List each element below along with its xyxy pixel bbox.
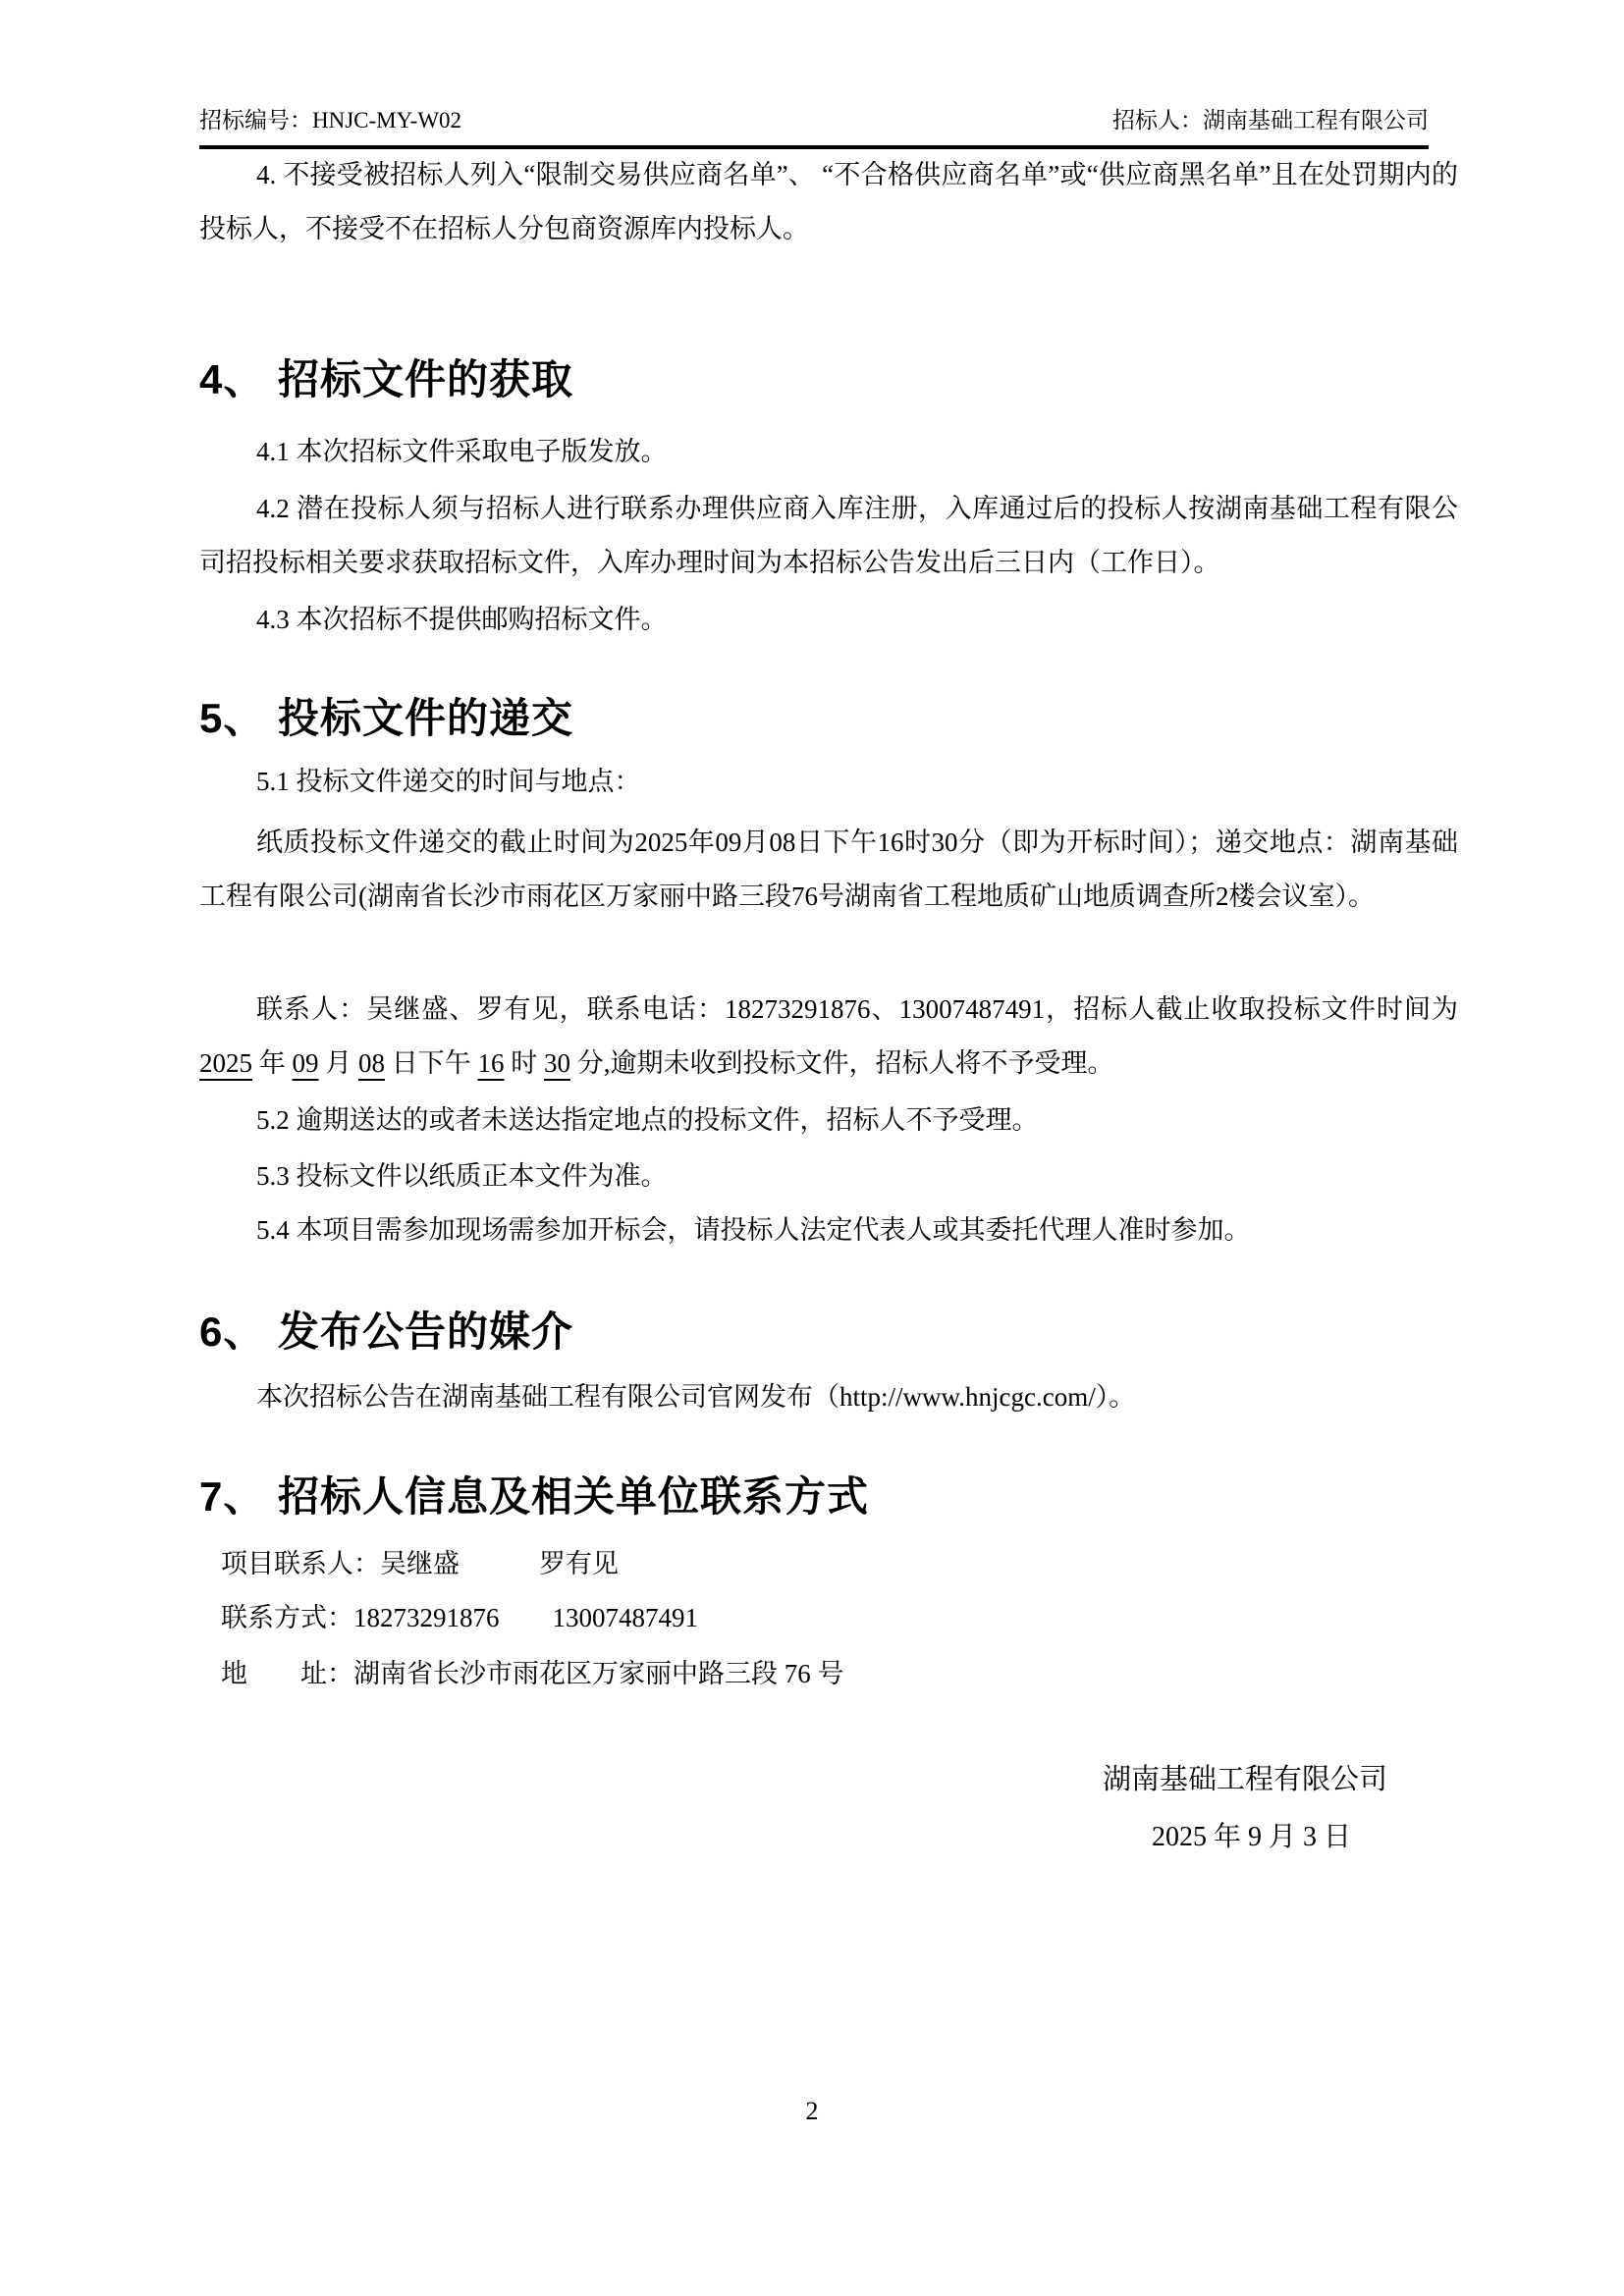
contact-phones-line: 联系方式：18273291876 13007487491: [221, 1603, 698, 1632]
tender-owner: 招标人：湖南基础工程有限公司: [1112, 108, 1429, 133]
deadline-sep-year: 年: [252, 1048, 293, 1078]
address-line: 地 址：湖南省长沙市雨花区万家丽中路三段 76 号: [221, 1659, 844, 1688]
deadline-hour: 16: [477, 1048, 505, 1078]
clause-6-1: 本次招标公告在湖南基础工程有限公司官网发布（http://www.hnjcgc.com/）。: [256, 1382, 1136, 1412]
clause-5-3: 5.3 投标文件以纸质正本文件为准。: [256, 1161, 668, 1191]
tender-number: 招标编号：HNJC-MY-W02: [199, 108, 462, 133]
signature-date: 2025 年 9 月 3 日: [1152, 1822, 1352, 1852]
deadline-sep-day: 日下午: [385, 1048, 478, 1078]
project-contacts-line: 项目联系人：吴继盛 罗有见: [221, 1549, 619, 1578]
clause-5-submission-deadline: 纸质投标文件递交的截止时间为2025年09月08日下午16时30分（即为开标时间）；递交地点：湖南基础工程有限公司(湖南省长沙市雨花区万家丽中路三段76号湖南省工程地质矿山地质调查所2楼会议室）。: [199, 828, 1458, 911]
clause-5-2: 5.2 逾期送达的或者未送达指定地点的投标文件，招标人不予受理。: [256, 1105, 1039, 1135]
page-number: 2: [805, 2097, 819, 2125]
clause-5-4: 5.4 本项目需参加现场需参加开标会，请投标人法定代表人或其委托代理人准时参加。: [256, 1215, 1251, 1245]
clause-4-3: 4.3 本次招标不提供邮购招标文件。: [256, 605, 668, 634]
section-6-heading: 6、 发布公告的媒介: [199, 1308, 574, 1355]
intro-clause-4: 4. 不接受被招标人列入“限制交易供应商名单”、 “不合格供应商名单”或“供应商黑名单”且在处罚期内的投标人，不接受不在招标人分包商资源库内投标人。: [199, 160, 1458, 243]
section-5-heading: 5、 投标文件的递交: [199, 695, 574, 741]
clause-5-contacts-deadline: [199, 983, 1458, 1091]
deadline-sep-hour: 时: [504, 1048, 544, 1078]
deadline-suffix: 分,逾期未收到投标文件，招标人将不予受理。: [570, 1048, 1114, 1078]
page-header: [199, 104, 1429, 149]
section-4-heading: 4、 招标文件的获取: [199, 356, 574, 402]
deadline-minute: 30: [544, 1048, 570, 1078]
clause-4-2: 4.2 潜在投标人须与招标人进行联系办理供应商入库注册，入库通过后的投标人按湖南基础工程有限公司招投标相关要求获取招标文件，入库办理时间为本招标公告发出后三日内（工作日）。: [199, 494, 1458, 577]
signature-company: 湖南基础工程有限公司: [1103, 1764, 1388, 1795]
deadline-prefix: 联系人：吴继盛、罗有见，联系电话：18273291876、13007487491，招标人截止收取投标文件时间为: [256, 994, 1458, 1024]
deadline-sep-month: 月: [318, 1048, 358, 1078]
clause-5-1: 5.1 投标文件递交的时间与地点：: [256, 767, 641, 796]
clause-4-1: 4.1 本次招标文件采取电子版发放。: [256, 437, 668, 466]
section-7-heading: 7、 招标人信息及相关单位联系方式: [199, 1473, 870, 1520]
deadline-day: 08: [358, 1048, 385, 1078]
deadline-year: 2025: [199, 1048, 252, 1078]
deadline-month: 09: [292, 1048, 319, 1078]
